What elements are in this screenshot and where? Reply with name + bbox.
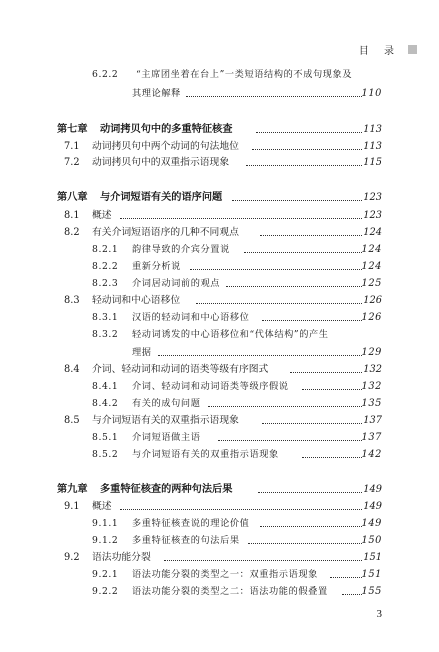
entry-number: 9.1 (64, 501, 80, 512)
leader-dots (330, 577, 362, 578)
entry-page: 124 (363, 227, 382, 238)
entry-number: 6.2.2 (92, 69, 119, 80)
entry-title: 介词居动词前的观点 (132, 278, 221, 289)
entry-title: 有关介词短语语序的几种不同观点 (92, 227, 239, 238)
entry-title: 语法功能分裂的类型之一：双重指示语现象 (132, 569, 318, 580)
entry-page: 155 (361, 586, 382, 597)
entry-title: 动词拷贝句中两个动词的句法地位 (92, 141, 239, 152)
leader-dots (302, 457, 362, 458)
entry-page: 110 (361, 88, 382, 99)
entry-title: 动词拷贝句中的双重指示语现象 (92, 157, 230, 168)
entry-number: 8.4.2 (92, 398, 119, 409)
leader-dots (258, 492, 362, 493)
entry-page: 125 (361, 278, 382, 289)
chapter-number: 第八章 (57, 192, 88, 203)
entry-page: 113 (363, 141, 382, 152)
entry-title: “主席团坐着在台上”一类短语结构的不成句现象及 (136, 69, 353, 80)
leader-dots (196, 303, 362, 304)
entry-number: 8.2.3 (92, 278, 119, 289)
entry-title: 重新分析说 (132, 261, 181, 272)
entry-number: 8.5.1 (92, 432, 119, 443)
leader-dots (226, 286, 362, 287)
entry-page: 132 (363, 364, 382, 375)
chapter-number: 第七章 (57, 124, 88, 135)
entry-number: 8.2.2 (92, 261, 119, 272)
entry-page: 149 (363, 501, 382, 512)
leader-dots (244, 252, 362, 253)
leader-dots (290, 372, 362, 373)
chapter-title: 多重特征核查的两种句法后果 (100, 484, 233, 495)
entry-number: 9.1.1 (92, 518, 119, 529)
entry-title: 概述 (92, 501, 112, 512)
entry-page: 149 (361, 518, 382, 529)
leader-dots (262, 423, 362, 424)
entry-page: 129 (361, 347, 382, 358)
entry-number: 7.1 (64, 141, 80, 152)
entry-title: 其理论解释 (132, 88, 181, 99)
running-header (359, 42, 417, 57)
leader-dots (158, 355, 362, 356)
leader-dots (208, 406, 362, 407)
leader-dots (248, 543, 362, 544)
entry-page: 151 (361, 569, 382, 580)
header-title: 目 录 (358, 46, 400, 57)
entry-title: 与介词短语有关的双重指示语现象 (132, 449, 279, 460)
entry-page: 142 (361, 449, 382, 460)
entry-number: 8.5.2 (92, 449, 119, 460)
entry-title: 介词、轻动词和动词语类等级序假说 (132, 381, 289, 392)
entry-title: 汉语的轻动词和中心语移位 (132, 312, 250, 323)
leader-dots (302, 389, 362, 390)
entry-number: 9.2.1 (92, 569, 119, 580)
entry-page: 123 (363, 192, 382, 203)
entry-number: 8.1 (64, 210, 80, 221)
leader-dots (164, 560, 362, 561)
entry-number: 9.1.2 (92, 535, 119, 546)
entry-number: 8.2 (64, 227, 80, 238)
entry-page: 124 (361, 261, 382, 272)
entry-number: 7.2 (64, 157, 80, 168)
leader-dots (190, 269, 362, 270)
entry-page: 126 (361, 312, 382, 323)
leader-dots (120, 509, 362, 510)
entry-number: 8.4.1 (92, 381, 119, 392)
chapter-title: 与介词短语有关的语序问题 (100, 192, 223, 203)
entry-page: 150 (361, 535, 382, 546)
entry-page: 123 (363, 210, 382, 221)
entry-title: 轻动词诱发的中心语移位和“代体结构”的产生 (132, 329, 329, 340)
leader-dots (260, 235, 362, 236)
entry-page: 124 (361, 244, 382, 255)
leader-dots (120, 218, 362, 219)
entry-number: 8.2.1 (92, 244, 119, 255)
entry-title: 轻动词和中心语移位 (92, 295, 181, 306)
entry-title: 语法功能分裂的类型之二：语法功能的假叠置 (132, 586, 328, 597)
entry-page: 151 (363, 552, 382, 563)
page-number: 3 (376, 608, 382, 620)
leader-dots (262, 320, 362, 321)
entry-number: 8.3.1 (92, 312, 119, 323)
entry-number: 8.5 (64, 415, 80, 426)
entry-title: 多重特征核查说的理论价值 (132, 518, 250, 529)
leader-dots (186, 96, 362, 97)
header-square-icon (408, 45, 417, 54)
entry-title: 介词短语做主语 (132, 432, 201, 443)
leader-dots (218, 440, 362, 441)
entry-number: 9.2.2 (92, 586, 119, 597)
leader-dots (232, 200, 362, 201)
entry-number: 8.3.2 (92, 329, 119, 340)
entry-page: 126 (363, 295, 382, 306)
entry-title: 与介词短语有关的双重指示语现象 (92, 415, 239, 426)
entry-page: 115 (363, 157, 382, 168)
entry-title: 概述 (92, 210, 112, 221)
entry-title: 有关的成句问题 (132, 398, 201, 409)
entry-page: 137 (363, 415, 382, 426)
leader-dots (260, 526, 362, 527)
leader-dots (342, 594, 362, 595)
entry-title: 介词、轻动词和动词的语类等级有序图式 (92, 364, 269, 375)
entry-page: 132 (361, 381, 382, 392)
entry-page: 149 (363, 484, 382, 495)
leader-dots (256, 132, 362, 133)
entry-number: 9.2 (64, 552, 80, 563)
chapter-number: 第九章 (57, 484, 88, 495)
entry-title: 韵律导致的介宾分置说 (132, 244, 230, 255)
chapter-title: 动词拷贝句中的多重特征核查 (100, 124, 233, 135)
entry-title: 理据 (132, 347, 152, 358)
entry-page: 135 (361, 398, 382, 409)
entry-number: 8.4 (64, 364, 80, 375)
entry-page: 137 (361, 432, 382, 443)
leader-dots (246, 165, 362, 166)
entry-page: 113 (363, 124, 382, 135)
leader-dots (252, 149, 362, 150)
entry-title: 多重特征核查的句法后果 (132, 535, 240, 546)
entry-title: 语法功能分裂 (92, 552, 151, 563)
entry-number: 8.3 (64, 295, 80, 306)
